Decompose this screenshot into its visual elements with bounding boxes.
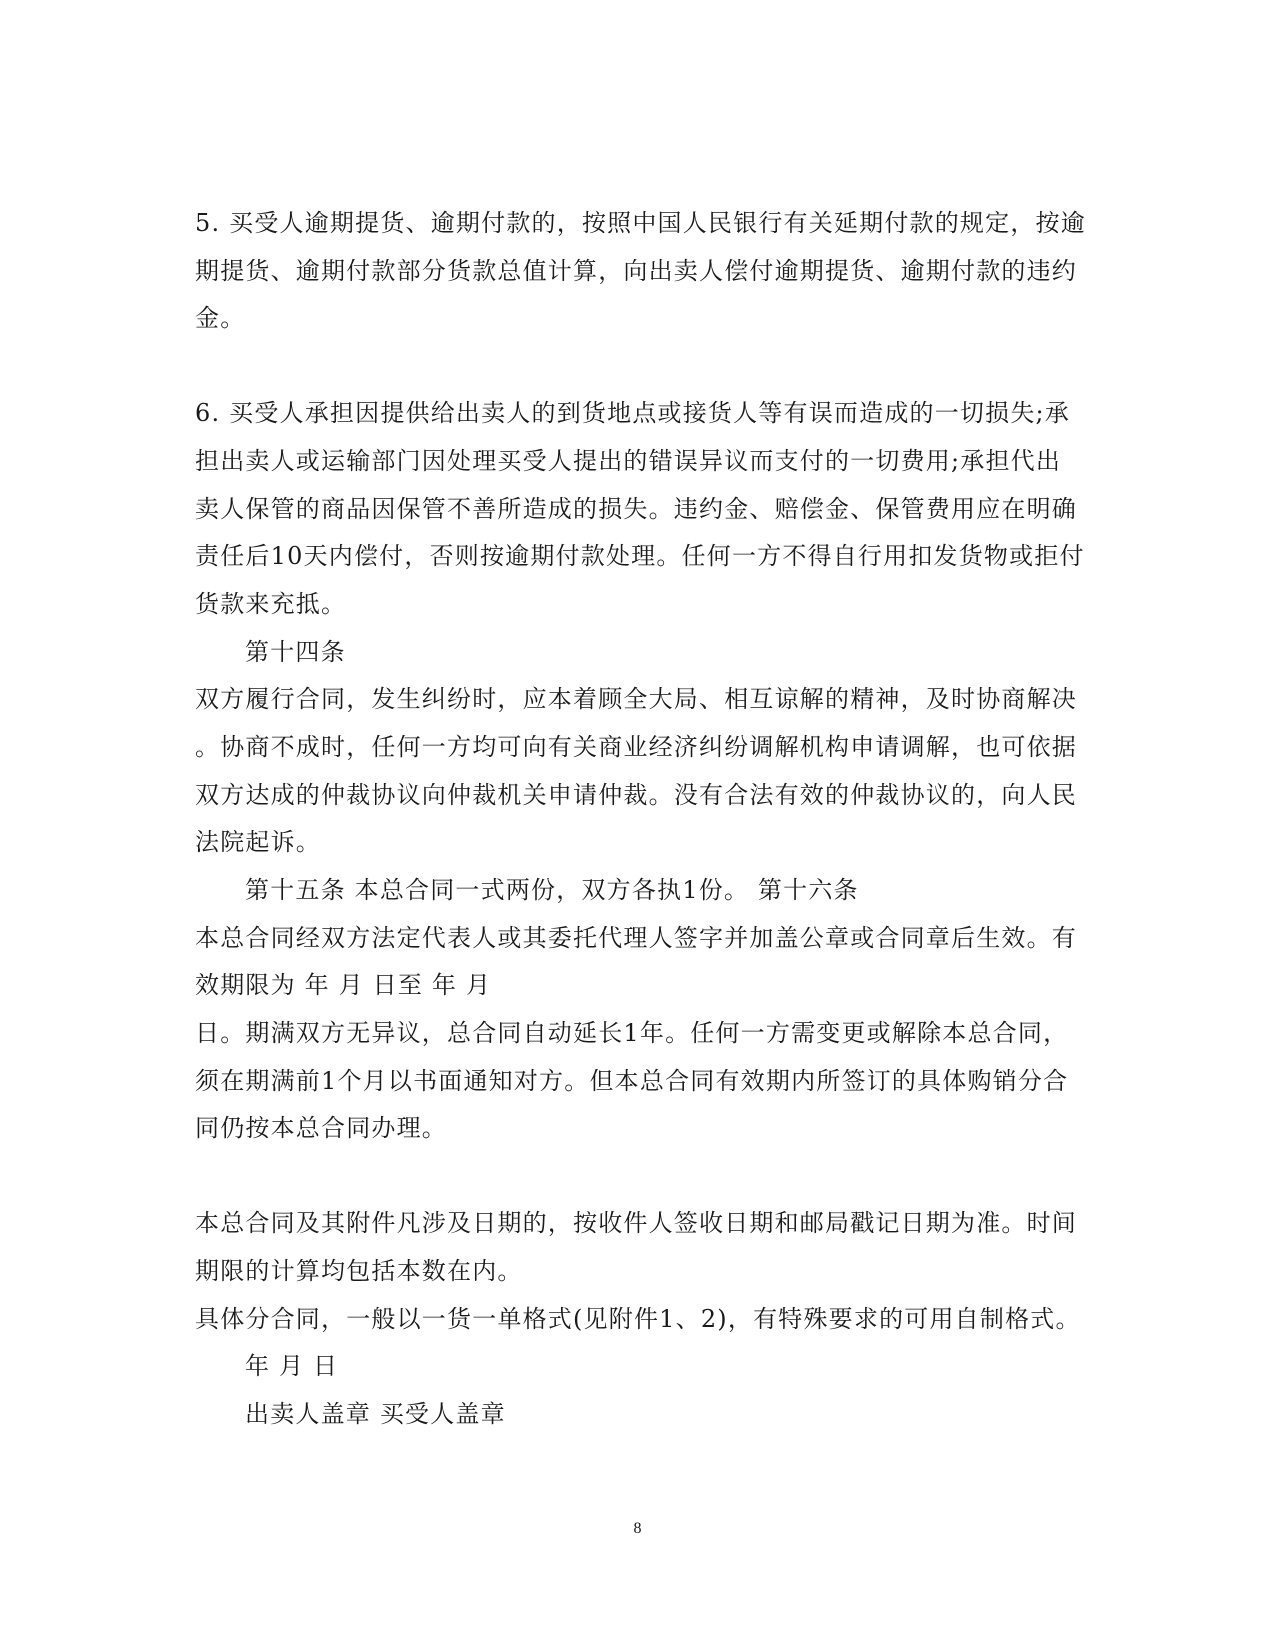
text-line: 双方达成的仲裁协议向仲裁机关申请仲裁。没有合法有效的仲裁协议的，向人民 <box>195 781 1077 809</box>
article-heading: 第十五条 本总合同一式两份，双方各执1份。 第十六条 <box>245 876 859 904</box>
text-line: 卖人保管的商品因保管不善所造成的损失。违约金、赔偿金、保管费用应在明确 <box>195 495 1077 523</box>
text-line: 。协商不成时，任何一方均可向有关商业经济纠纷调解机构申请调解，也可依据 <box>195 733 1077 761</box>
text-line: 期限的计算均包括本数在内。 <box>195 1257 523 1285</box>
text-line: 金。 <box>195 304 246 332</box>
text-line: 担出卖人或运输部门因处理买受人提出的错误异议而支付的一切费用;承担代出 <box>195 447 1062 475</box>
text-line: 本总合同及其附件凡涉及日期的，按收件人签收日期和邮局戳记日期为准。时间 <box>195 1209 1077 1237</box>
text-line: 责任后10天内偿付，否则按逾期付款处理。任何一方不得自行用扣发货物或拒付 <box>195 542 1085 570</box>
text-line: 5. 买受人逾期提货、逾期付款的，按照中国人民银行有关延期付款的规定，按逾 <box>195 209 1086 237</box>
text-line: 须在期满前1个月以书面通知对方。但本总合同有效期内所签订的具体购销分合 <box>195 1067 1069 1095</box>
text-line: 双方履行合同，发生纠纷时，应本着顾全大局、相互谅解的精神，及时协商解决 <box>195 685 1077 713</box>
text-line: 同仍按本总合同办理。 <box>195 1114 447 1142</box>
date-line: 年 月 日 <box>245 1352 339 1380</box>
text-line: 6. 买受人承担因提供给出卖人的到货地点或接货人等有误而造成的一切损失;承 <box>195 399 1071 427</box>
article-heading: 第十四条 <box>245 638 346 666</box>
text-line: 效期限为 年 月 日至 年 月 <box>195 971 492 999</box>
text-line: 期提货、逾期付款部分货款总值计算，向出卖人偿付逾期提货、逾期付款的违约 <box>195 257 1077 285</box>
text-line: 具体分合同，一般以一货一单格式(见附件1、2)，有特殊要求的可用自制格式。 <box>195 1305 1081 1333</box>
text-line: 本总合同经双方法定代表人或其委托代理人签字并加盖公章或合同章后生效。有 <box>195 924 1077 952</box>
text-line: 货款来充抵。 <box>195 590 347 618</box>
text-line: 法院起诉。 <box>195 828 321 856</box>
text-line: 日。期满双方无异议，总合同自动延长1年。任何一方需变更或解除本总合同， <box>195 1019 1069 1047</box>
signature-line: 出卖人盖章 买受人盖章 <box>245 1400 506 1428</box>
page-number: 8 <box>633 1520 642 1537</box>
